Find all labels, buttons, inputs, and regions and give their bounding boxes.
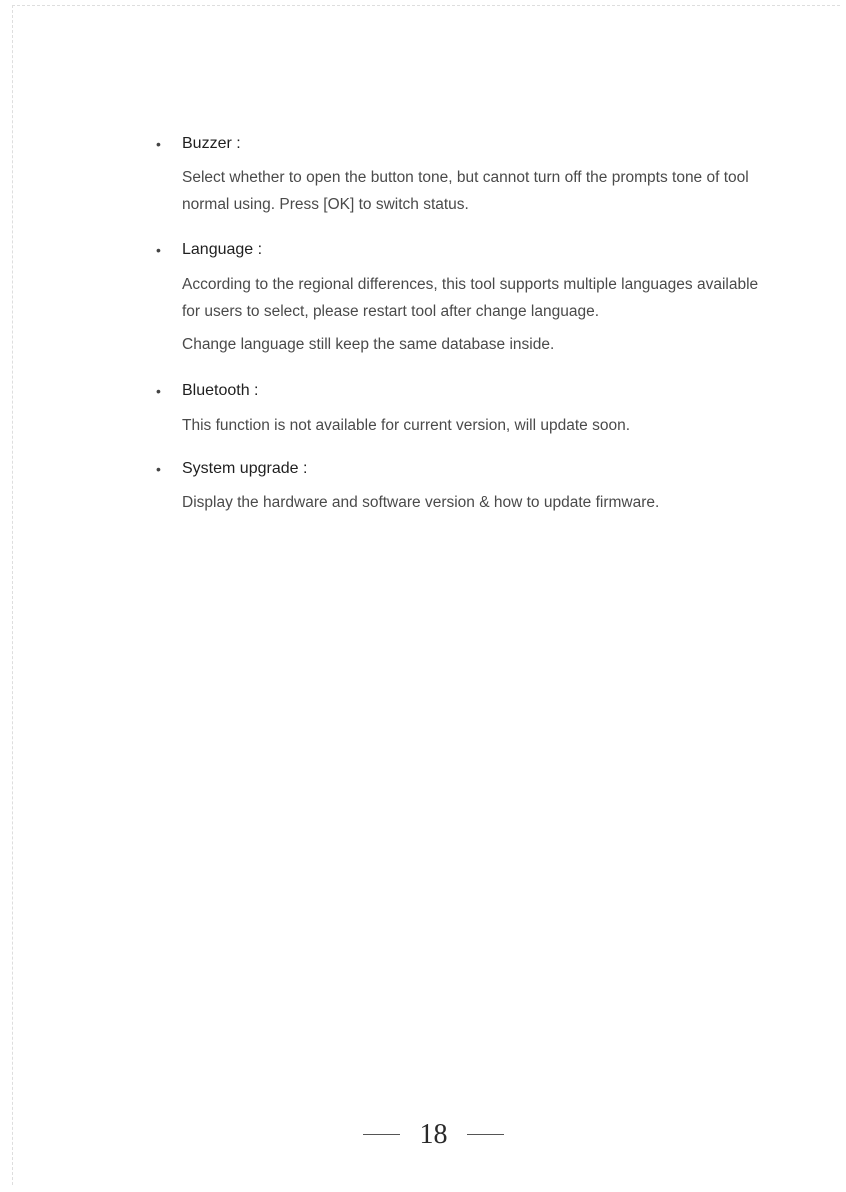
section-heading: Language : — [182, 241, 263, 258]
footer-rule-right — [467, 1134, 504, 1135]
section-buzzer — [156, 133, 776, 223]
section-paragraph: Select whether to open the button tone, but cannot turn off the prompts tone of tool normal using. Press [OK] to switch status. — [182, 169, 749, 213]
bullet-marker: • — [156, 136, 161, 152]
section-heading: System upgrade : — [182, 460, 308, 477]
section-bluetooth — [156, 380, 776, 440]
footer-rule-left — [363, 1134, 400, 1135]
bullet-marker: • — [156, 242, 161, 258]
bullet-marker: • — [156, 383, 161, 399]
section-paragraph: Display the hardware and software version & how to update firmware. — [182, 494, 660, 511]
section-paragraph: Change language still keep the same database inside. — [182, 336, 555, 353]
section-paragraph: This function is not available for current version, will update soon. — [182, 417, 631, 434]
page-number: 18 — [419, 1119, 448, 1150]
bullet-marker: • — [156, 461, 161, 477]
section-paragraph: According to the regional differences, this tool supports multiple languages available for users to select, please restart tool after change language. — [182, 276, 759, 320]
section-language — [156, 239, 776, 359]
section-heading: Bluetooth : — [182, 382, 259, 399]
page-footer — [0, 1118, 846, 1152]
section-heading: Buzzer : — [182, 135, 241, 152]
section-system-upgrade — [156, 458, 776, 518]
